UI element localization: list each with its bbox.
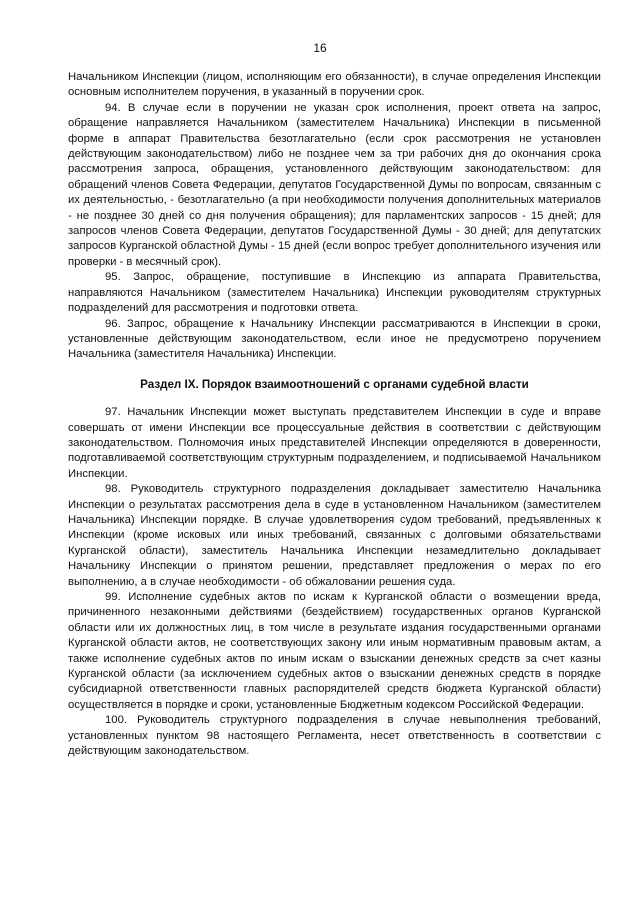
section-title: Раздел IX. Порядок взаимоотношений с органами судебной власти bbox=[140, 377, 529, 391]
paragraph-94: 94. В случае если в поручении не указан срок исполнения, проект ответа на запрос, обращение направляется Начальником (заместителем Начальника) Инспекции в письменной форме в аппарат Правительства безотлагательно (если срок рассмотрения не установлен действующим законодательством) либо не позднее чем за три рабочих дня до окончания срока рассмотрения запроса, обращения, установленного действующим законодательством: для обращений членов Совета Федерации, депутатов Государственной Думы по вопросам, связанным с их деятельностью, - безотлагательно (а при необходимости получения дополнительных материалов - не позднее 30 дней со дня получения обращения); для парламентских запросов - 15 дней; для запросов членов Совета Федерации, депутатов Государственной Думы - 30 дней; для депутатских запросов Курганской областной Думы - 15 дней (если вопрос требует дополнительного изучения или проверки - в месячный срок). bbox=[68, 101, 601, 268]
page-number: 16 bbox=[313, 41, 327, 55]
paragraph-95: 95. Запрос, обращение, поступившие в Инспекцию из аппарата Правительства, направляются Начальником (заместителем Начальника) Инспекции руководителям структурных подразделений для рассмотрения и подготовки ответа. bbox=[68, 271, 601, 315]
document-body bbox=[68, 70, 601, 759]
paragraph-97: 97. Начальник Инспекции может выступать представителем Инспекции в суде и вправе совершать от имени Инспекции все процессуальные действия в соответствии с действующим законодательством. Полномочия иных представителей Инспекции определяются в доверенности, подготавливаемой соответствующим структурным подразделением, и подписываемой Начальником Инспекции. bbox=[68, 406, 601, 480]
paragraph-99: 99. Исполнение судебных актов по искам к Курганской области о возмещении вреда, причиненного незаконными действиями (бездействием) государственных органов Курганской области или их должностных лиц, в том числе в результате издания государственными органами Курганской области актов, не соответствующих закону или иным нормативным правовым актам, а также исполнение судебных актов по иным искам о взыскании денежных средств за счет казны Курганской области (за исключением судебных актов о взыскании денежных средств в порядке субсидиарной ответственности главных распорядителей средств бюджета Курганской области) осуществляется в порядке и сроки, установленные Бюджетным кодексом Российской Федерации. bbox=[68, 591, 601, 711]
paragraph-96: 96. Запрос, обращение к Начальнику Инспекции рассматриваются в Инспекции в сроки, установленные действующим законодательством, если иное не предусмотрено поручением Начальника (заместителя Начальника) Инспекции. bbox=[68, 317, 601, 361]
paragraph-100: 100. Руководитель структурного подразделения в случае невыполнения требований, установленных пунктом 98 настоящего Регламента, несет ответственность в соответствии с действующим законодательством. bbox=[68, 714, 601, 758]
paragraph-continuation: Начальником Инспекции (лицом, исполняющим его обязанности), в случае определения Инспекции основным исполнителем поручения, в указанный в поручении срок. bbox=[68, 71, 601, 99]
paragraph-98: 98. Руководитель структурного подразделения докладывает заместителю Начальника Инспекции о результатах рассмотрения дела в суде в установленном Начальником (заместителем Начальника) Инспекции порядке. В случае удовлетворения судом требований, предъявленных к Инспекции (кроме исковых или иных требований, связанных с долговыми обязательствами Курганской области), заместитель Начальника Инспекции незамедлительно докладывает Начальнику Инспекции о принятом решении, представляет предложения о мерах по его выполнению, а в случае необходимости - об обжаловании решения суда. bbox=[68, 483, 601, 588]
